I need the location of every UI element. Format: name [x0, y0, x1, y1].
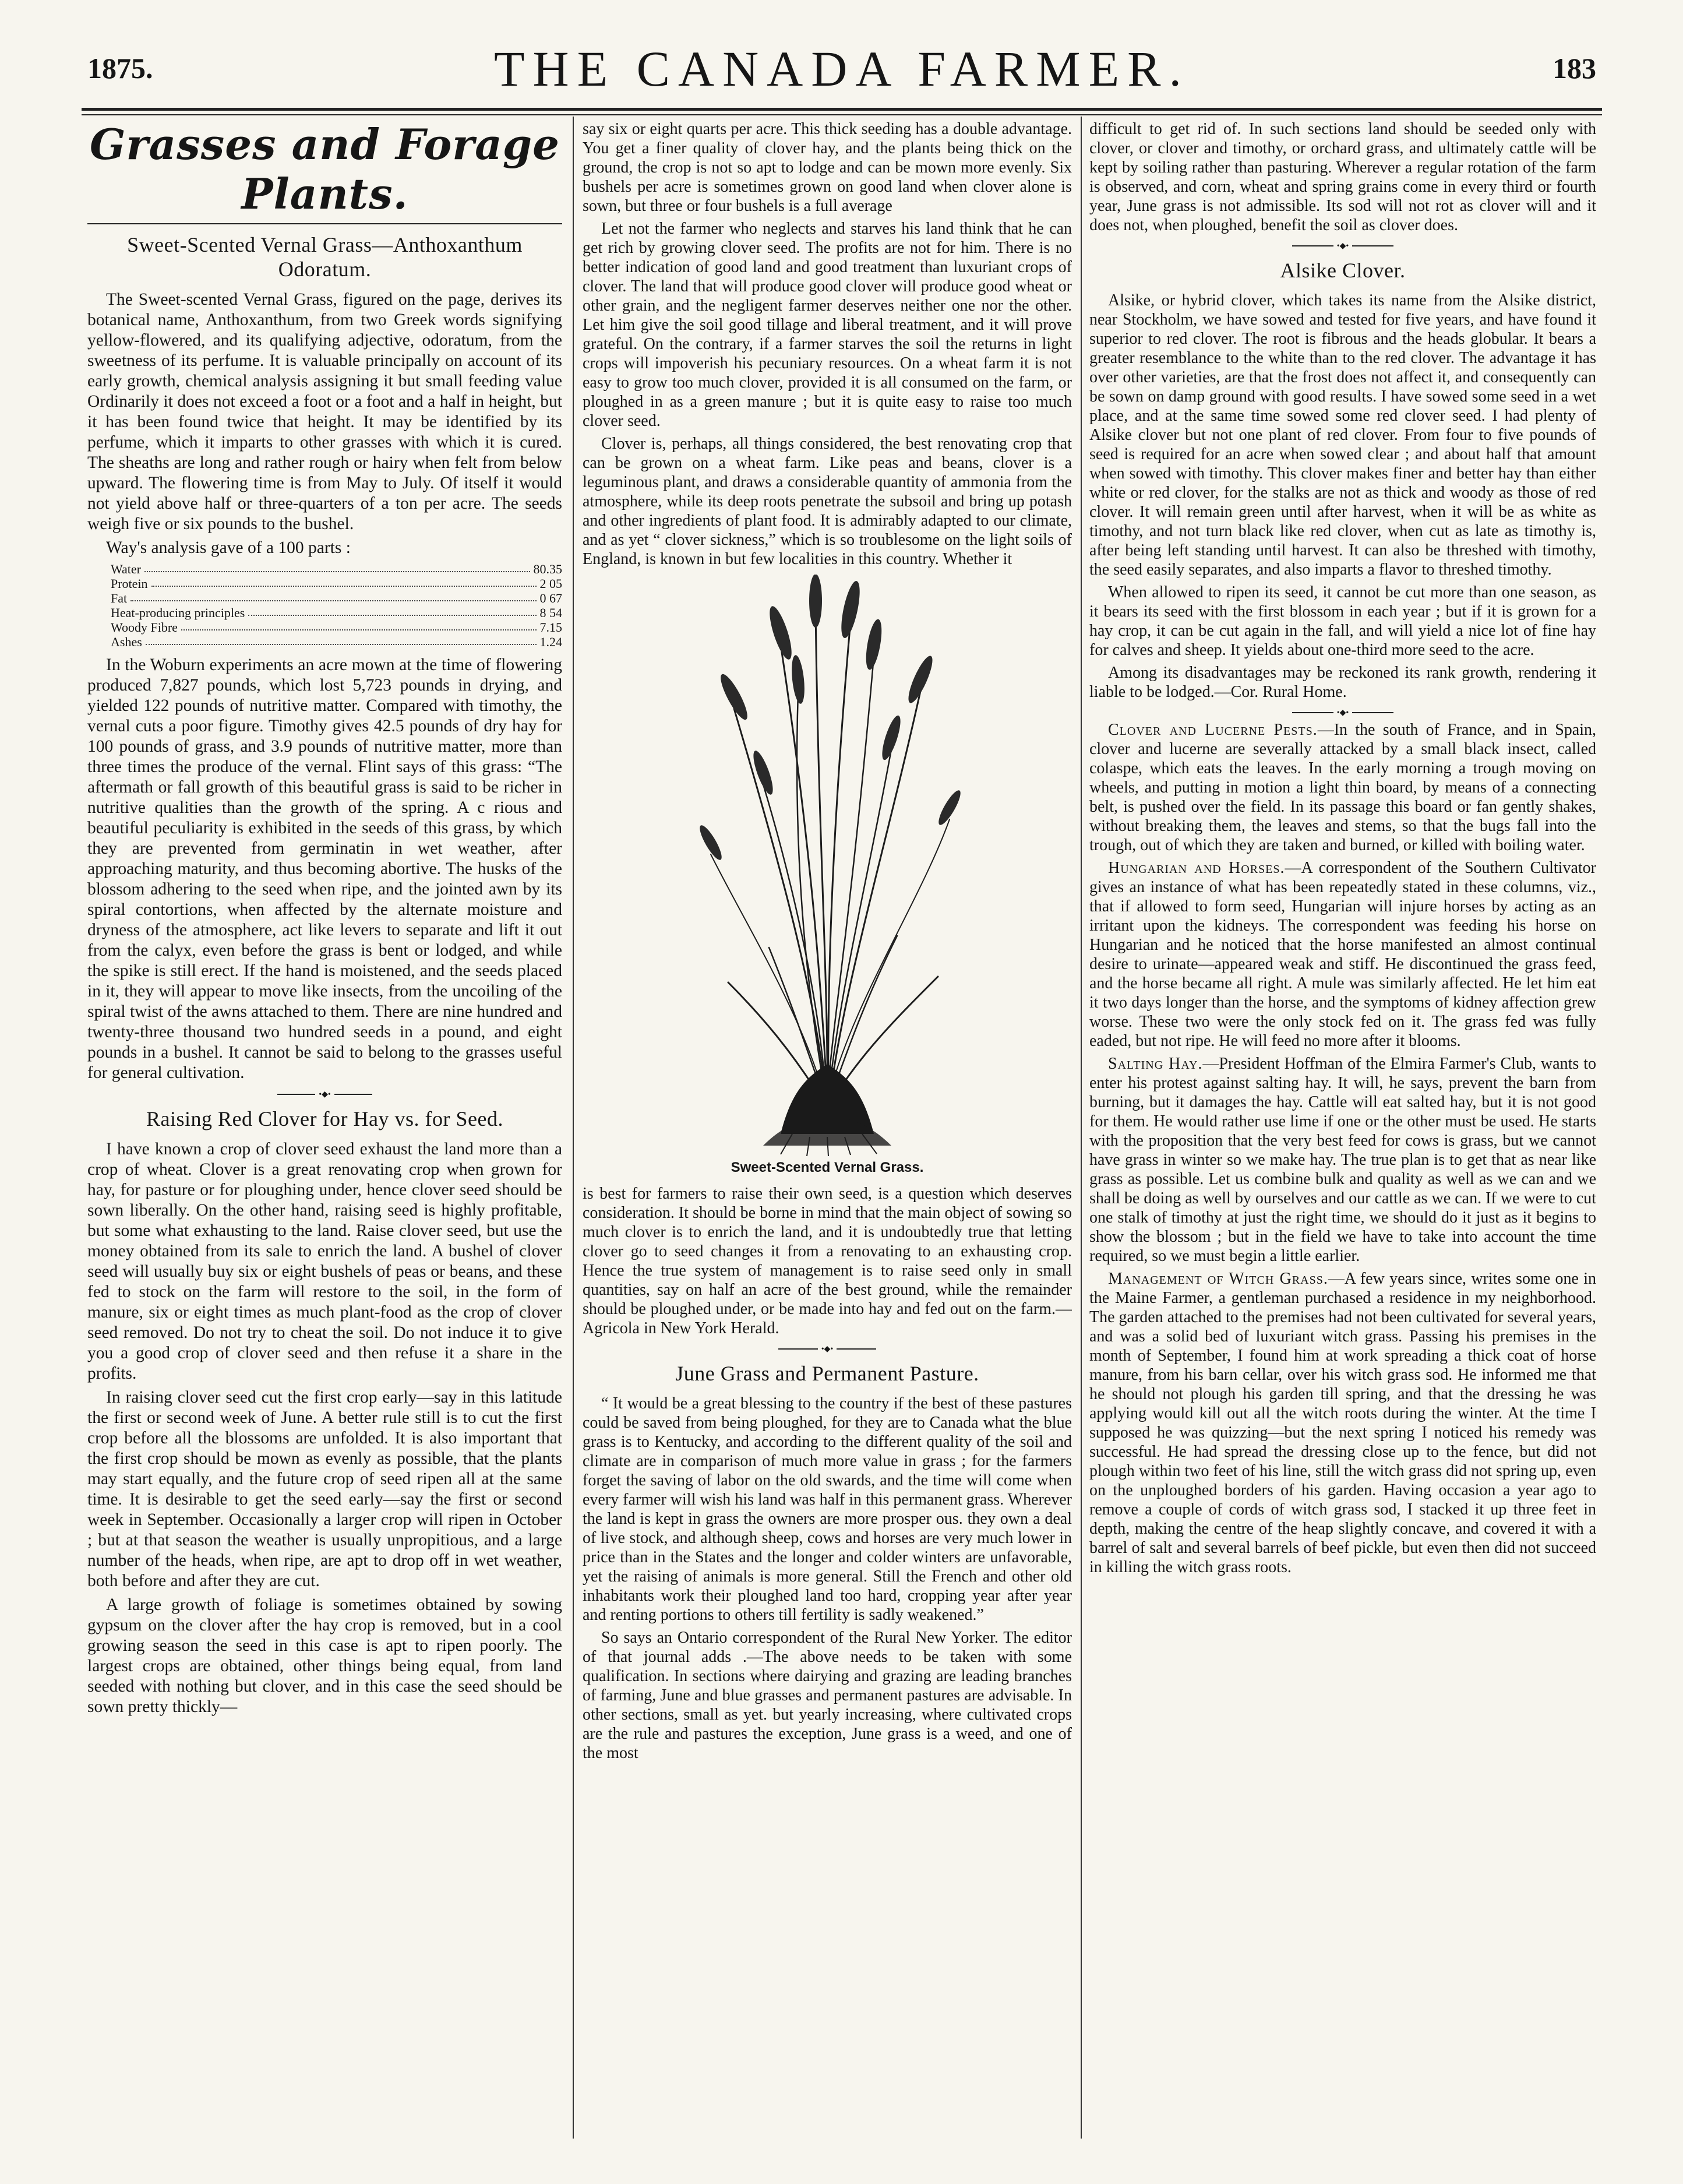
paragraph: The Sweet-scented Vernal Grass, figured on the page, derives its botanical name, Anthoxanthum, from two Greek words signifying yellow-flowered, and its qualifying adjective, odoratum, from the sweetness of its perfume. It is valuable principally on account of its early growth, chemical analysis assigning it but small feeding value Ordinarily it does not exceed a foot or a foot and a half in height, but it has been found twice that height. It may be identified by its perfume, which it imparts to other grasses with which it is cured. The sheaths are long and rather rough or hairy when felt from below upward. The flowering time is from May to July. Of itself it would not yield above half or three-quarters of a ton per acre. The seeds weigh five or six pounds to the bushel. — [87, 290, 562, 533]
news-item — [1089, 858, 1596, 1051]
header-rule-thin — [82, 114, 1602, 115]
news-item-body: —In the south of France, and in Spain, clover and lucerne are severally attacked by a small black insect, called colaspe, which eats the leaves. In the early morning a trough moving on wheels, and putting in motion a light thin board, by means of a connecting belt, is pushed over the field. In its passage this board or fan gently shakes, without breaking them, the leaves and stems, so that the bugs fall into the trough, out of which they are taken and burned, or killed with boiling water. — [1089, 721, 1596, 854]
news-item — [1089, 1269, 1596, 1577]
column-3 — [1089, 119, 1596, 2136]
article-title-vernal-grass: Sweet-Scented Vernal Grass—Anthoxanthum Odoratum. — [127, 233, 523, 281]
article-title-alsike-clover: Alsike Clover. — [1280, 259, 1406, 282]
analysis-label: Woody Fibre — [111, 620, 178, 635]
analysis-value: 0 67 — [539, 591, 562, 605]
vernal-grass-engraving — [676, 575, 979, 1157]
analysis-row — [111, 576, 562, 591]
paragraph: So says an Ontario correspondent of the Rural New Yorker. The editor of that journal adds .—The above needs to be taken with some qualification. In sections where dairying and grazing are leading branches of farming, June and blue grasses and permanent pastures are advisable. In other sections, small as yet. but yearly increasing, where cultivated crops are the rule and pastures the exception, June grass is a weed, and one of the most — [583, 1629, 1072, 1762]
analysis-value: 80.35 — [533, 562, 562, 576]
ornament-divider: •◆• — [583, 1344, 1072, 1353]
analysis-value: 7.15 — [539, 620, 562, 635]
header-rule-thick — [82, 108, 1602, 111]
news-item-lead: Clover and Lucerne Pests. — [1108, 721, 1318, 739]
paragraph: When allowed to ripen its seed, it cannot be cut more than one season, as it bears its seed with the first blossom in each year ; but if it is grown for a hay crop, it can be cut again in the fall, and will yield a nice lot of fine hay for calves and sheep. It yields about one-third more seed to the acre. — [1089, 583, 1596, 659]
news-item-lead: Salting Hay. — [1108, 1055, 1203, 1073]
analysis-value: 1.24 — [539, 635, 562, 649]
section-title: Grasses and Forage Plants. — [90, 119, 560, 219]
column-2 — [583, 119, 1072, 2136]
paragraph: Let not the farmer who neglects and starves his land think that he can get rich by growing clover seed. The profits are not for him. There is no better indication of good land and good treatment than luxuriant crops of clover. The land that will produce good clover will produce good wheat or other grain, and the negligent farmer deserves neither one nor the other. Let him give the soil good tillage and liberal treatment, and it will prove grateful. On the contrary, if a farmer starves the soil the returns in light crops will impoverish his pecuniary resources. On a wheat farm it is not easy to grow too much clover, provided it is all consumed on the farm, or ploughed in as a green manure ; but it is quite easy to raise too much clover seed. — [583, 220, 1072, 430]
paragraph: difficult to get rid of. In such sections land should be seeded only with clover, or clover and timothy, or orchard grass, and ultimately cattle will be kept by soiling rather than pasturing. Wherever a regular rotation of the farm is observed, and corn, wheat and spring grains come in every third or fourth year, June grass is not admissible. Its sod will not rot as clover will and it does not, when ploughed, benefit the soil as clover does. — [1089, 120, 1596, 234]
news-item-body: —A correspondent of the Southern Cultivator gives an instance of what has been repeatedly stated in these columns, viz., that if allowed to form seed, Hungarian will injure horses by acting as an irritant upon the kidneys. The correspondent was feeding his horse on Hungarian and he noticed that the horse manifested an almost continual desire to urinate—appeared weak and stiff. He discontinued the grass feed, and the horse became all right. A mule was similarly affected. He let him eat it two days longer than the horse, and the symptoms of kidney affection grew worse. These two were the only stock fed on it. The grass fed was fully eaded, but not ripe. He will feed no more after it blooms. — [1089, 859, 1596, 1050]
analysis-row — [111, 605, 562, 620]
paragraph: Way's analysis gave of a 100 parts : — [106, 538, 351, 557]
analysis-row — [111, 620, 562, 635]
news-item-body: —A few years since, writes some one in the Maine Farmer, a gentleman purchased a residence in my neighborhood. The garden attached to the premises had not been cultivated for several years, and was a solid bed of luxuriant witch grass. Passing his premises in the month of September, I found him at work spreading a thick coat of horse manure, from his barn cellar, over his witch grass sod. He informed me that he should not plough his garden till spring, and that the dressing he was applying would kill out all the witch roots during the winter. At the time I supposed he was quizzing—but the next spring I noticed his remedy was successful. He had spread the dressing close up to the fence, but did not plough within two feet of his line, still the witch grass did not spring up, even on the unploughed borders of his garden. Having occasion a year ago to remove a couple of cords of witch grass sod, I stacked it up three feet in depth, making the centre of the heap slightly concave, and covered it with a barrel of salt and several barrels of beef pickle, but even then did not succeed in killing the witch grass roots. — [1089, 1270, 1596, 1576]
news-item-body: —President Hoffman of the Elmira Farmer's Club, wants to enter his protest against salting hay. It will, he says, prevent the barn from burning, but it damages the hay. Cattle will eat salted hay, but it is not good for them. He would rather use lime if one or the other must be used. He starts with the proposition that the very best feed for cows is grass, but we cannot have grass in winter so we make hay. The true plan is to get that as near like grass as possible. Let us combine bulk and quality as well as we can and we shall be doing as well by ourselves and our cattle as we can. If we were to cut one stalk of timothy at just the right time, we should do it just as it begins to show the blossom ; but in the field we have to take into account the time required, so we must begin a little earlier. — [1089, 1055, 1596, 1265]
analysis-value: 2 05 — [539, 576, 562, 591]
masthead — [87, 40, 1596, 104]
paragraph: Alsike, or hybrid clover, which takes its name from the Alsike district, near Stockholm, we have sowed and tested for five years, and have found it superior to red clover. The root is fibrous and the heads globular. It bears a greater resemblance to the white than to the red clover. The advantage it has over other varieties, are that the frost does not affect it, and consequently can be sown on damp ground with good results. I have sowed some seed in a wet place, and at the same time sowed some red clover seed. I had plenty of Alsike clover but not one plant of red clover. From four to five pounds of seed is required for an acre when sowed clear ; and about half that amount when sowed with timothy. This clover makes finer and better hay than either white or red clover, for the stalks are not as thick and woody as those of red clover. It will remain green until after harvest, when it will be as white as timothy, and not turn black like red clover, when cut as late as timothy is, after being left standing until harvest. It can also be threshed with timothy, the seed easily separates, and also imparts a flavor to threshed timothy. — [1089, 291, 1596, 579]
figure-caption: Sweet-Scented Vernal Grass. — [731, 1160, 924, 1175]
paragraph: I have known a crop of clover seed exhaust the land more than a crop of wheat. Clover is a great renovating crop when grown for hay, for pasture or for ploughing under, hence clover seed should be sown liberally. On the other hand, raising seed is highly profitable, but some what exhausting to the land. Raise clover seed, but use the money obtained from its sale to enrich the land. A bushel of clover seed will usually buy six or eight bushels of peas or beans, and these fed to stock on the farm will restore to the soil, in the form of manure, six or eight times as much plant-food as the crop of clover seed removed. Do not try to cheat the soil. Do not induce it to give you a good crop of clover seed and then refuse it a share in the profits. — [87, 1140, 562, 1383]
ornament-divider: •◆• — [87, 1089, 562, 1098]
analysis-label: Fat — [111, 591, 128, 605]
column-divider-1 — [573, 117, 574, 2139]
paragraph: is best for farmers to raise their own seed, is a question which deserves consideration. It should be borne in mind that the main object of sowing so much clover is to enrich the land, and it is undoubtedly true that letting clover go to seed changes it from a renovating to an exhausting crop. Hence the true system of management is to raise seed only in small quantities, say on half an acre of the best ground, while the remainder should be ploughed under, or be made into hay and fed out on the farm.—Agricola in New York Herald. — [583, 1185, 1072, 1337]
analysis-row — [111, 591, 562, 605]
ornament-divider: •◆• — [1089, 241, 1596, 250]
news-item-lead: Management of Witch Grass. — [1108, 1270, 1328, 1288]
paragraph: “ It would be a great blessing to the country if the best of these pastures could be saved from being ploughed, for they are to Canada what the blue grass is to Kentucky, and according to the different quality of the soil and climate are in comparison of much more value in grass ; for the farmers forget the saving of labor on the old swards, and the time will come when every farmer will wish his land was half in this permanent grass. Wherever the land is kept in grass the owners are more prosper ous. they own a deal of live stock, and although sheep, cows and horses are very much lower in price than in the States and the longer and colder winters are unfavorable, yet the raising of animals is more general. Still the French and other old inhabitants work their ploughed land too hard, cropping year after year and renting portions to others till fertility is sadly weakened.” — [583, 1394, 1072, 1624]
analysis-value: 8 54 — [539, 605, 562, 620]
section-rule — [87, 223, 562, 224]
paragraph: Among its disadvantages may be reckoned its rank growth, rendering it liable to be lodged.—Cor. Rural Home. — [1089, 664, 1596, 701]
paragraph: In the Woburn experiments an acre mown at the time of flowering produced 7,827 pounds, which lost 5,723 pounds in drying, and yielded 122 pounds of nutritive matter. Compared with timothy, the vernal cuts a poor figure. Timothy gives 42.5 pounds of dry hay for 100 pounds of grass, and 3.9 pounds of nutritive matter, more than three times the produce of the vernal. Flint says of this grass: “The aftermath or fall growth of this beautiful grass is said to be richer in nutritive qualities than the growth of the spring. A c rious and beautiful peculiarity is exhibited in the seeds of this grass, by which they are prevented from germinatin in wet weather, after approaching maturity, and thus becoming abortive. The husks of the blossom adhering to the seed when ripe, and the jointed awn by its spiral contortions, when affected by the alternate moisture and dryness of the atmosphere, act like levers to separate and lift it out from the calyx, even before the grass is bent or lodged, and while the spike is still erect. If the hand is moistened, and the seeds placed in it, they will appear to move like insects, from the uncoiling of the spiral twist of the awns attached to them. There are nine hundred and twenty-three thousand two hundred seeds in a pound, and eight pounds in a bushel. It cannot be said to belong to the grasses useful for general cultivation. — [87, 656, 562, 1082]
analysis-label: Heat-producing principles — [111, 605, 245, 620]
analysis-label: Protein — [111, 576, 148, 591]
analysis-row — [111, 562, 562, 576]
issue-year: 1875. — [87, 52, 153, 84]
article-title-red-clover: Raising Red Clover for Hay vs. for Seed. — [146, 1107, 503, 1130]
news-item — [1089, 1054, 1596, 1266]
page-number: 183 — [1553, 52, 1596, 84]
grass-illustration — [583, 575, 1072, 1176]
analysis-label: Water — [111, 562, 141, 576]
paragraph: In raising clover seed cut the first crop early—say in this latitude the first or second week of June. A better rule still is to cut the first crop before all the blossoms are unfolded. It is also important that the first crop should be mown as evenly as possible, that the plants may start equally, and the future crop of seed ripen all at the same time. It is desirable to get the seed early—say the first or second week in September. Occasionally a larger crop will ripen in October ; but at that season the weather is usually unpropitious, and a large number of the heads, when ripe, are apt to drop off in wet weather, both before and after they are cut. — [87, 1388, 562, 1590]
analysis-label: Ashes — [111, 635, 142, 649]
column-1 — [87, 119, 562, 2136]
paragraph: A large growth of foliage is sometimes obtained by sowing gypsum on the clover after the hay crop is removed, but in a cool growing season the seed in this case is apt to ripen poorly. The largest crops are obtained, other things being equal, from land seeded with nothing but clover, and in this case the seed should be sown pretty thickly— — [87, 1595, 562, 1716]
news-item — [1089, 720, 1596, 855]
paragraph: Clover is, perhaps, all things considered, the best renovating crop that can be grown on a wheat farm. Like peas and beans, clover is a leguminous plant, and draws a considerable quantity of ammonia from the atmosphere, while its deep roots penetrate the subsoil and bring up potash and other ingredients of plant food. It is admirably adapted to our climate, and as yet “ clover sickness,” which is so troublesome on the light soils of England, is known in but few localities in this country. Whether it — [583, 435, 1072, 568]
newspaper-title: THE CANADA FARMER. — [493, 41, 1190, 97]
ornament-divider: •◆• — [1089, 707, 1596, 717]
analysis-row — [111, 635, 562, 649]
analysis-table — [111, 562, 562, 649]
news-item-lead: Hungarian and Horses. — [1108, 859, 1285, 877]
paragraph: say six or eight quarts per acre. This thick seeding has a double advantage. You get a finer quality of clover hay, and the plants being thick on the ground, the crop is not so apt to lodge and can be mown more evenly. Six bushels per acre is sometimes grown on good land when clover alone is sown, but three or four bushels is a full average — [583, 120, 1072, 215]
article-title-june-grass: June Grass and Permanent Pasture. — [675, 1362, 979, 1385]
column-divider-2 — [1081, 117, 1082, 2139]
